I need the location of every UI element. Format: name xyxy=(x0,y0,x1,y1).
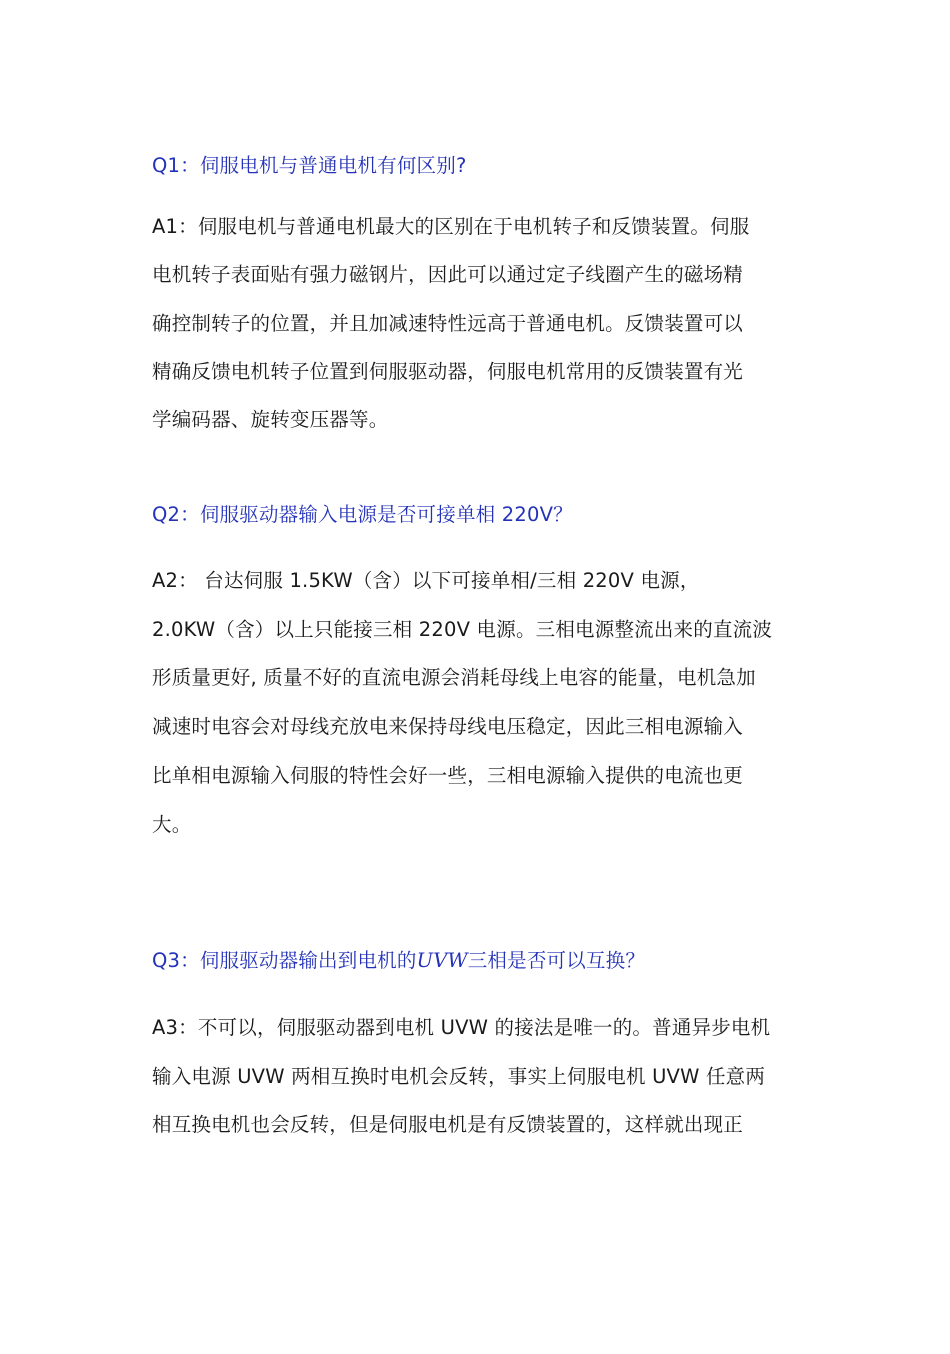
q1-answer-line-3: 确控制转子的位置，并且加减速特性远高于普通电机。反馈装置可以 xyxy=(152,312,744,335)
q2-answer-line-4: 减速时电容会对母线充放电来保持母线电压稳定，因此三相电源输入 xyxy=(152,715,744,738)
q2-answer-line-5: 比单相电源输入伺服的特性会好一些，三相电源输入提供的电流也更 xyxy=(152,764,744,787)
q1-answer-line-4: 精确反馈电机转子位置到伺服驱动器，伺服电机常用的反馈装置有光 xyxy=(152,360,744,383)
q3-answer-line-2: 输入电源 UVW 两相互换时电机会反转，事实上伺服电机 UVW 任意两 xyxy=(152,1065,766,1088)
q1-answer-line-1: A1：伺服电机与普通电机最大的区别在于电机转子和反馈装置。伺服 xyxy=(152,215,750,238)
q1-answer-line-5: 学编码器、旋转变压器等。 xyxy=(152,408,389,431)
q3-question-suffix: 三相是否可以互换？ xyxy=(467,949,646,972)
q3-question-uvw: UVW xyxy=(416,949,468,972)
q2-answer-line-6: 大。 xyxy=(152,813,192,836)
q2-answer-line-2: 2.0KW（含）以上只能接三相 220V 电源。三相电源整流出来的直流波 xyxy=(152,618,773,641)
q1-question: Q1：伺服电机与普通电机有何区别? xyxy=(152,154,467,177)
q1-answer-line-2: 电机转子表面贴有强力磁钢片，因此可以通过定子线圈产生的磁场精 xyxy=(152,263,744,286)
q3-question-prefix: Q3：伺服驱动器输出到电机的 xyxy=(152,949,417,972)
q3-question xyxy=(152,948,645,974)
q3-answer-line-3: 相互换电机也会反转，但是伺服电机是有反馈装置的，这样就出现正 xyxy=(152,1113,744,1136)
q3-answer-line-1: A3：不可以，伺服驱动器到电机 UVW 的接法是唯一的。普通异步电机 xyxy=(152,1016,771,1039)
q2-question: Q2：伺服驱动器输入电源是否可接单相 220V？ xyxy=(152,503,573,526)
q2-answer-line-1: A2： 台达伺服 1.5KW（含）以下可接单相/三相 220V 电源， xyxy=(152,569,700,592)
q2-answer-line-3: 形质量更好, 质量不好的直流电源会消耗母线上电容的能量，电机急加 xyxy=(152,666,756,689)
